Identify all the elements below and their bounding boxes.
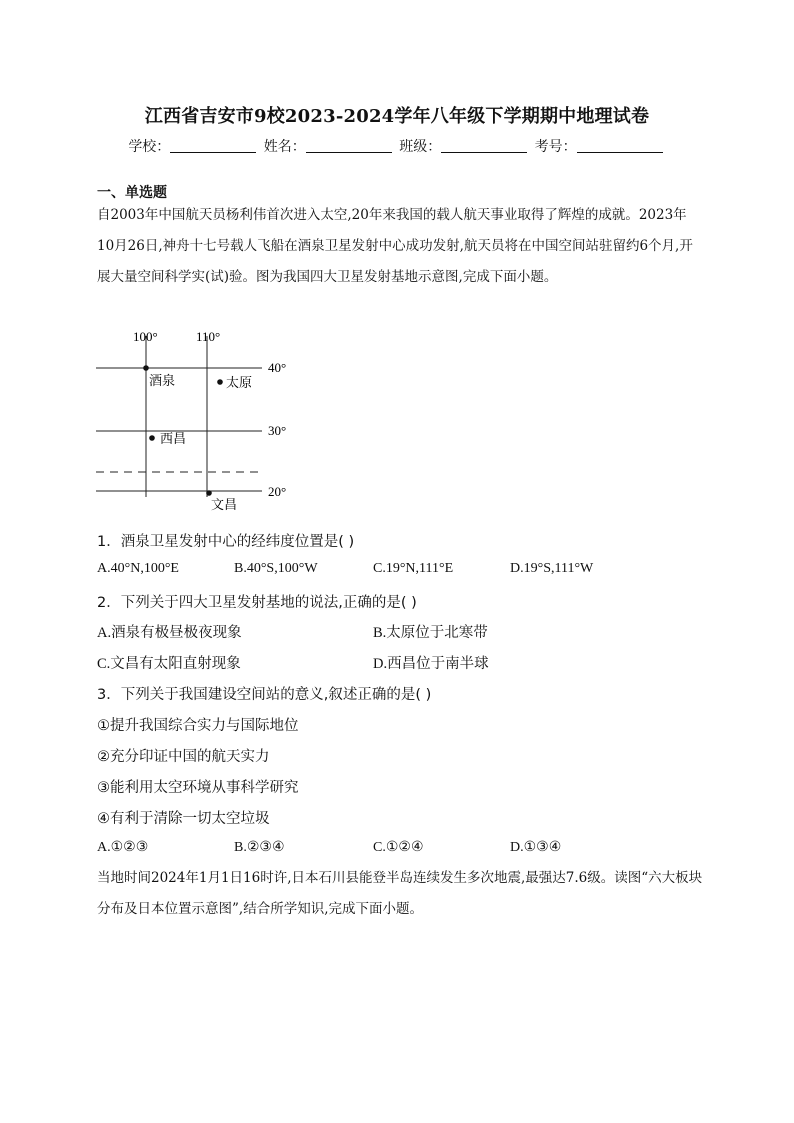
site-wenchang: 文昌 bbox=[211, 497, 238, 512]
passage-intro: 自2003年中国航天员杨利伟首次进入太空,20年来我国的载人航天事业取得了辉煌的成就。2023年10月26日,神舟十七号载人飞船在酒泉卫星发射中心成功发射,航天员将在中国空间站驻留约6个月,开展大量空间科学实(试)验。图为我国四大卫星发射基地示意图,完成下面小题。 bbox=[97, 207, 693, 285]
lat-label-30: 30° bbox=[268, 423, 287, 438]
school-label: 学校： bbox=[128, 139, 171, 155]
section-title: 一、单选题 bbox=[97, 185, 167, 201]
q1-option-a[interactable]: A.40°N,100°E bbox=[97, 561, 179, 576]
school-blank[interactable] bbox=[170, 138, 256, 153]
q3-option-b[interactable]: B.②③④ bbox=[234, 840, 285, 855]
q3-statement-3: ③能利用太空环境从事科学研究 bbox=[97, 780, 299, 796]
lon-label-110: 110° bbox=[196, 329, 221, 344]
site-taiyuan: 太原 bbox=[226, 375, 253, 390]
q3-statement-1: ①提升我国综合实力与国际地位 bbox=[97, 718, 299, 734]
site-xichang: 西昌 bbox=[160, 431, 187, 446]
question-2-stem: 2．下列关于四大卫星发射基地的说法,正确的是( ) bbox=[97, 595, 417, 611]
class-blank[interactable] bbox=[441, 138, 527, 153]
question-1-stem: 1．酒泉卫星发射中心的经纬度位置是( ) bbox=[97, 534, 355, 550]
q1-option-c[interactable]: C.19°N,111°E bbox=[373, 561, 454, 576]
name-label: 姓名： bbox=[263, 139, 306, 155]
xichang-dot bbox=[149, 435, 155, 441]
q2-option-b[interactable]: B.太原位于北寒带 bbox=[373, 625, 488, 641]
exam-number-label: 考号： bbox=[534, 139, 577, 155]
passage-earthquake: 当地时间2024年1月1日16时许,日本石川县能登半岛连续发生多次地震,最强达7.6级。读图“六大板块分布及日本位置示意图”,结合所学知识,完成下面小题。 bbox=[97, 870, 703, 917]
jiuquan-dot bbox=[143, 365, 149, 371]
student-info-row bbox=[0, 136, 794, 156]
q3-statement-2: ②充分印证中国的航天实力 bbox=[97, 749, 270, 765]
wenchang-dot bbox=[206, 490, 212, 496]
q1-option-d[interactable]: D.19°S,111°W bbox=[510, 561, 594, 576]
q3-statement-4: ④有利于清除一切太空垃圾 bbox=[97, 811, 270, 827]
site-jiuquan: 酒泉 bbox=[149, 373, 176, 388]
q3-option-d[interactable]: D.①③④ bbox=[510, 840, 562, 855]
lat-label-40: 40° bbox=[268, 360, 287, 375]
name-blank[interactable] bbox=[306, 138, 392, 153]
exam-number-blank[interactable] bbox=[577, 138, 663, 153]
q2-option-c[interactable]: C.文昌有太阳直射现象 bbox=[97, 656, 241, 672]
question-3-stem: 3．下列关于我国建设空间站的意义,叙述正确的是( ) bbox=[97, 687, 432, 703]
lon-label-100: 100° bbox=[133, 329, 158, 344]
launch-sites-map bbox=[90, 322, 305, 522]
q2-option-a[interactable]: A.酒泉有极昼极夜现象 bbox=[97, 625, 242, 641]
q3-option-c[interactable]: C.①②④ bbox=[373, 840, 424, 855]
exam-title: 江西省吉安市9校2023-2024学年八年级下学期期中地理试卷 bbox=[144, 106, 650, 127]
lat-label-20: 20° bbox=[268, 484, 287, 499]
class-label: 班级： bbox=[399, 139, 442, 155]
q3-option-a[interactable]: A.①②③ bbox=[97, 840, 149, 855]
q1-option-b[interactable]: B.40°S,100°W bbox=[234, 561, 318, 576]
taiyuan-dot bbox=[217, 379, 223, 385]
q2-option-d[interactable]: D.西昌位于南半球 bbox=[373, 656, 489, 672]
